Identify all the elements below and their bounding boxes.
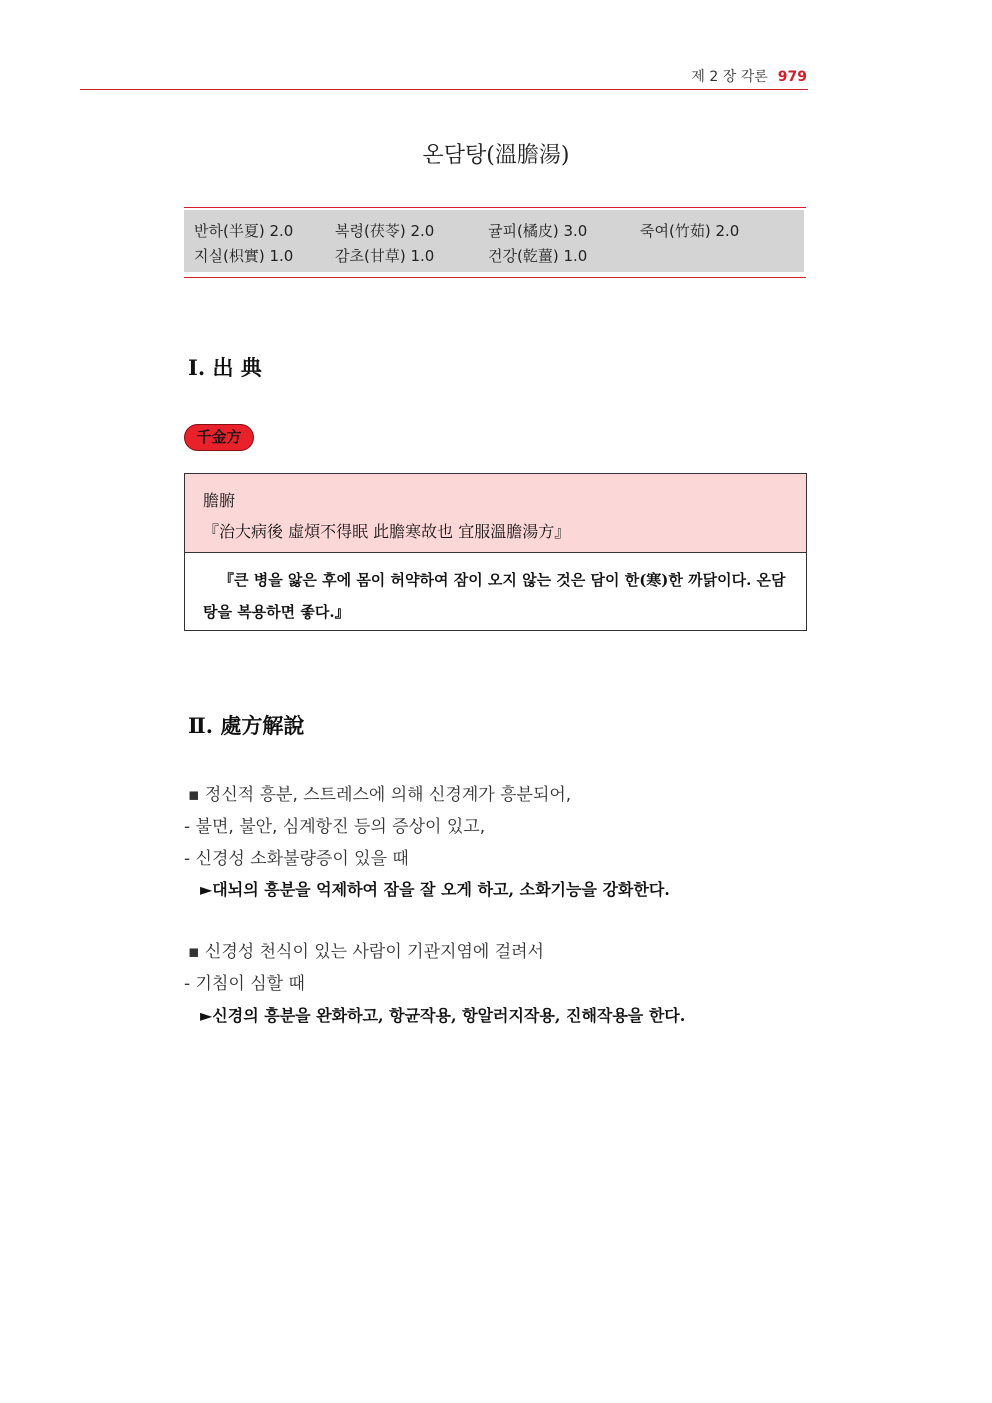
section-heading-explanation: Ⅱ. 處方解說 <box>188 713 305 738</box>
ingredient: 반하(半夏) 2.0 <box>194 222 294 240</box>
page-number: 979 <box>777 69 807 85</box>
ingredient: 지실(枳實) 1.0 <box>194 247 294 265</box>
quote-translation: 『큰 병을 앓은 후에 몸이 허약하여 잠이 오지 않는 것은 담이 한(寒)한 까닭이다. 온담탕을 복용하면 좋다.』 <box>203 571 786 621</box>
header-rule <box>80 89 808 90</box>
quote-box <box>184 473 807 631</box>
chapter-label: 제 2 장 각론 <box>691 69 768 85</box>
ingredient: 감초(甘草) 1.0 <box>335 247 435 265</box>
ingredients-top-rule <box>184 207 806 208</box>
source-badge: 千金方 <box>184 424 254 451</box>
ingredients-bottom-rule <box>184 277 806 278</box>
bullet-point: ▪ 정신적 흥분, 스트레스에 의해 신경계가 흥분되어, <box>188 785 572 805</box>
effect-summary: ►신경의 흥분을 완화하고, 항균작용, 항알러지작용, 진해작용을 한다. <box>200 1006 686 1025</box>
quote-text: 『治大病後 虛煩不得眠 此膽寒故也 宜服溫膽湯方』 <box>203 522 571 541</box>
list-item: - 신경성 소화불량증이 있을 때 <box>184 849 409 869</box>
section-heading-source: Ⅰ. 出 典 <box>188 355 262 380</box>
ingredients-box <box>184 210 804 272</box>
bullet-point: ▪ 신경성 천식이 있는 사람이 기관지염에 걸려서 <box>188 942 544 962</box>
ingredient: 건강(乾薑) 1.0 <box>488 247 588 265</box>
ingredient: 복령(茯苓) 2.0 <box>335 222 435 240</box>
quote-title: 膽腑 <box>203 491 236 510</box>
effect-summary: ►대뇌의 흥분을 억제하여 잠을 잘 오게 하고, 소화기능을 강화한다. <box>200 880 670 899</box>
page-title: 온담탕(溫膽湯) <box>422 143 570 168</box>
running-header <box>691 66 807 86</box>
list-item: - 불면, 불안, 심계항진 등의 증상이 있고, <box>184 817 486 837</box>
quote-original <box>185 474 806 553</box>
list-item: - 기침이 심할 때 <box>184 974 305 994</box>
ingredient: 죽여(竹茹) 2.0 <box>640 222 740 240</box>
ingredient: 귤피(橘皮) 3.0 <box>488 222 588 240</box>
